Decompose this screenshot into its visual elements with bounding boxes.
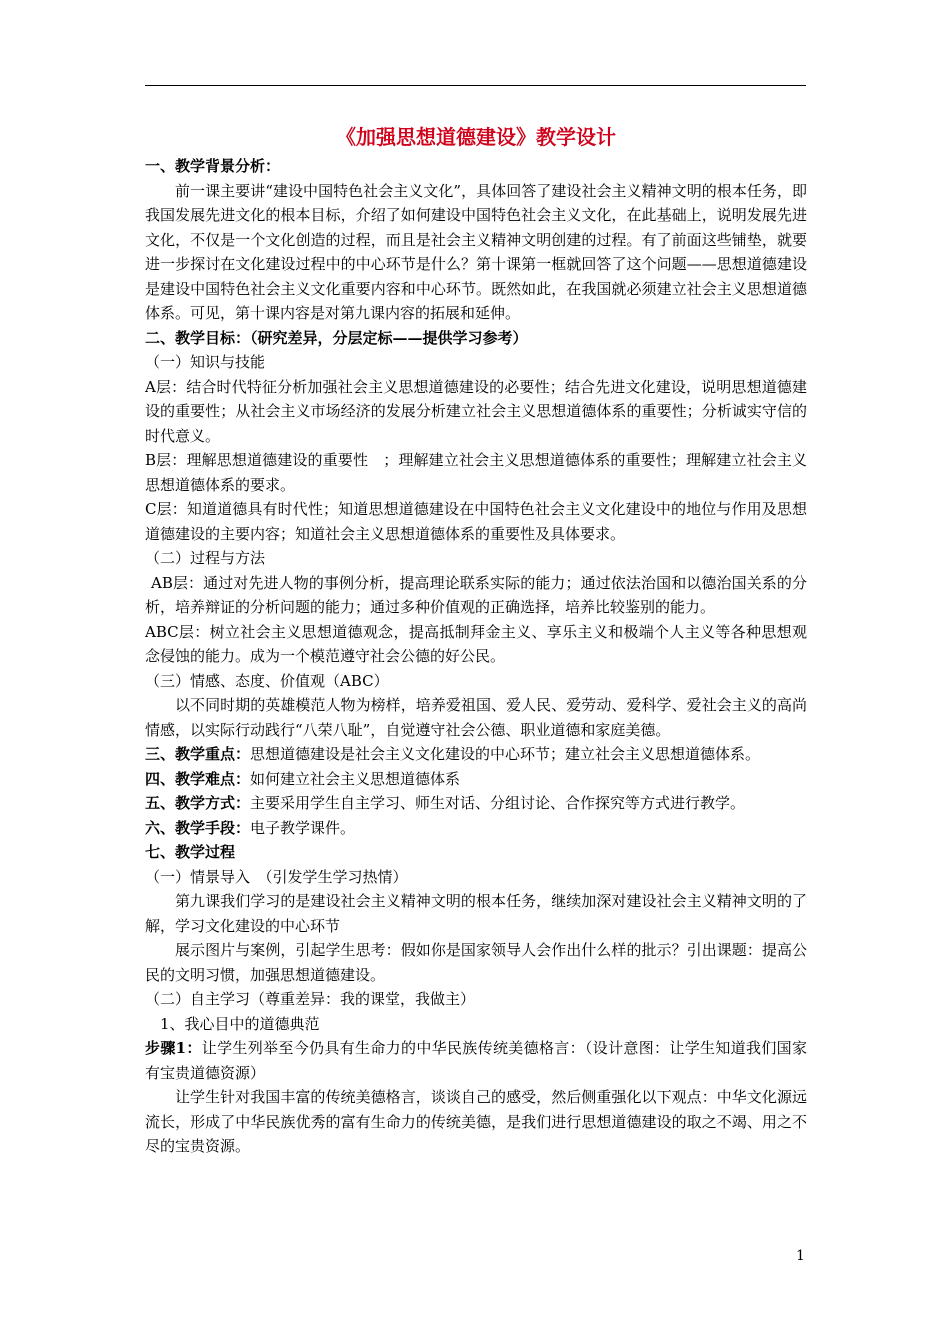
difficulty-label: 四、教学难点： bbox=[145, 769, 251, 788]
intro-paragraph-1: 第九课我们学习的是建设社会主义精神文明的根本任务，继续加深对建设社会主义精神文明的了解，学习文化建设的中心环节 bbox=[145, 892, 807, 935]
method-label: 五、教学方式： bbox=[145, 794, 251, 812]
difficulty-text: 如何建立社会主义思想道德体系 bbox=[250, 769, 461, 788]
level-c-paragraph: C层：知道道德具有时代性；知道思想道德建设在中国特色社会主义文化建设中的地位与作用及思想道德建设的主要内容；知道社会主义思想道德体系的重要性及具体要求。 bbox=[145, 500, 807, 543]
section-heading-process: 七、教学过程 bbox=[145, 843, 236, 861]
key-points-label: 三、教学重点： bbox=[145, 745, 251, 763]
intro-paragraph-2: 展示图片与案例，引起学生思考：假如你是国家领导人会作出什么样的批示？引出课题：提高公民的文明习惯，加强思想道德建设。 bbox=[145, 941, 807, 984]
method-text: 主要采用学生自主学习、师生对话、分组讨论、合作探究等方式进行教学。 bbox=[250, 794, 746, 812]
key-points-line bbox=[145, 742, 807, 767]
document-body bbox=[145, 122, 807, 1159]
step-1-label: 步骤1： bbox=[145, 1039, 202, 1057]
document-title: 《加强思想道德建设》教学设计 bbox=[336, 125, 616, 149]
background-paragraph: 前一课主要讲“建设中国特色社会主义文化”，具体回答了建设社会主义精神文明的根本任务，即我国发展先进文化的根本目标，介绍了如何建设中国特色社会主义文化，在此基础上，说明发展先进文化，不仅是一个文化创造的过程，而且是社会主义精神文明创建的过程。有了前面这些铺垫，就要进一步探讨在文化建设过程中的中心环节是什么？第十课第一框就回答了这个问题——思想道德建设是建设中国特色社会主义文化重要内容和中心环节。既然如此，在我国就必须建立社会主义思想道德体系。可见，第十课内容是对第九课内容的拓展和延伸。 bbox=[145, 181, 807, 322]
subheading-intro: （一）情景导入 （引发学生学习热情） bbox=[145, 867, 408, 886]
method-line bbox=[145, 791, 807, 816]
means-line bbox=[145, 816, 807, 841]
section-heading-objectives: 二、教学目标：（研究差异，分层定标——提供学习参考） bbox=[145, 328, 528, 347]
level-ab-paragraph: AB层：通过对先进人物的事例分析，提高理论联系实际的能力；通过依法治国和以德治国关系的分析，培养辩证的分析问题的能力；通过多种价值观的正确选择，培养比较鉴别的能力。 bbox=[145, 573, 807, 616]
difficulty-line bbox=[145, 767, 807, 792]
step-1-text: 让学生列举至今仍具有生命力的中华民族传统美德格言：（设计意图：让学生知道我们国家有宝贵道德资源） bbox=[145, 1039, 807, 1082]
list-item-moral-model: 1、我心目中的道德典范 bbox=[160, 1014, 320, 1033]
means-text: 电子教学课件。 bbox=[250, 818, 356, 837]
subheading-knowledge: （一）知识与技能 bbox=[145, 353, 266, 371]
subheading-process: （二）过程与方法 bbox=[145, 549, 266, 567]
subheading-self-study: （二）自主学习（尊重差异：我的课堂，我做主） bbox=[145, 990, 476, 1008]
section-heading-background: 一、教学背景分析： bbox=[145, 157, 281, 175]
step-1-line bbox=[145, 1036, 807, 1085]
emotion-paragraph: 以不同时期的英雄模范人物为榜样，培养爱祖国、爱人民、爱劳动、爱科学、爱社会主义的高尚情感，以实际行动践行“八荣八耻”，自觉遵守社会公德、职业道德和家庭美德。 bbox=[145, 696, 807, 739]
level-abc-paragraph: ABC层：树立社会主义思想道德观念，提高抵制拜金主义、享乐主义和极端个人主义等各种思想观念侵蚀的能力。成为一个模范遵守社会公德的好公民。 bbox=[145, 622, 807, 665]
level-b-paragraph: B层：理解思想道德建设的重要性 ；理解建立社会主义思想道德体系的重要性；理解建立社会主义思想道德体系的要求。 bbox=[145, 451, 807, 494]
subheading-emotion: （三）情感、态度、价值观（ABC） bbox=[145, 671, 389, 690]
page-number: 1 bbox=[796, 1248, 805, 1264]
header-rule bbox=[145, 85, 806, 86]
step-1-paragraph: 让学生针对我国丰富的传统美德格言，谈谈自己的感受，然后侧重强化以下观点：中华文化源远流长，形成了中华民族优秀的富有生命力的传统美德，是我们进行思想道德建设的取之不竭、用之不尽的宝贵资源。 bbox=[145, 1088, 807, 1155]
means-label: 六、教学手段： bbox=[145, 818, 251, 837]
level-a-paragraph: A层：结合时代特征分析加强社会主义思想道德建设的必要性；结合先进文化建设，说明思想道德建设的重要性；从社会主义市场经济的发展分析建立社会主义思想道德体系的重要性；分析诚实守信的时代意义。 bbox=[145, 377, 807, 445]
key-points-text: 思想道德建设是社会主义文化建设的中心环节；建立社会主义思想道德体系。 bbox=[250, 745, 761, 763]
